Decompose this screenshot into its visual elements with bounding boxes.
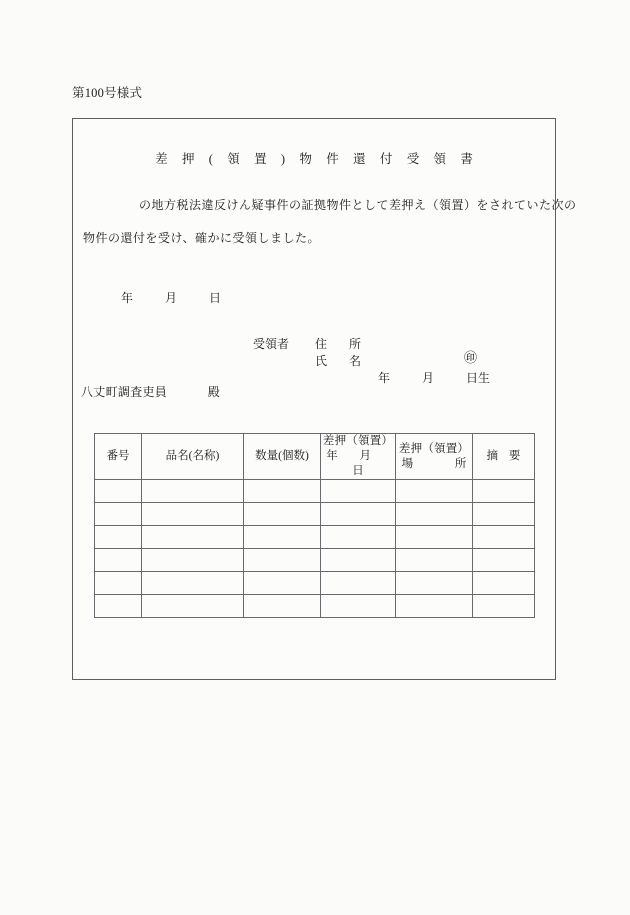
addressee-office: 八丈町調査吏員 [81,385,168,399]
body-paragraph-line-2: 物件の還付を受け、確かに受領しました。 [83,231,321,245]
cell-seizure-date [321,480,396,503]
date-year-label: 年 [121,291,134,305]
column-header-quantity: 数量(個数) [244,434,321,480]
cell-number [95,526,142,549]
table-row [95,595,535,618]
receiver-name-label: 氏 名 [315,354,367,368]
birth-month-label: 月 [422,371,435,385]
receiver-block [253,335,366,369]
cell-seizure-date [321,549,396,572]
cell-item-name [142,549,244,572]
submission-date-line [121,289,221,306]
column-header-number: 番号 [95,434,142,480]
receiver-address-row [253,335,366,352]
cell-seizure-place [396,526,473,549]
seal-stamp-icon: ㊞ [464,350,478,365]
cell-quantity [244,549,321,572]
cell-quantity [244,595,321,618]
addressee-honorific: 殿 [207,385,221,399]
cell-seizure-place [396,549,473,572]
seizure-date-title: 差押（領置） [322,435,394,447]
receiver-name-row [253,352,366,369]
cell-remarks [473,526,535,549]
column-header-item-name: 品名(名称) [142,434,244,480]
date-day-label: 日 [209,291,222,305]
body-line-1-text: の地方税法違反けん疑事件の証拠物件として差押え（領置）をされていた次の [139,198,577,212]
seized-items-table [94,433,535,618]
seizure-date-month: 月 [359,450,371,462]
cell-remarks [473,503,535,526]
cell-quantity [244,503,321,526]
cell-seizure-place [396,572,473,595]
receiver-address-label: 住 所 [315,337,367,351]
cell-remarks [473,549,535,572]
birth-year-label: 年 [378,371,391,385]
column-header-remarks: 摘 要 [473,434,535,480]
seizure-date-day: 日 [352,465,364,477]
cell-quantity [244,480,321,503]
cell-seizure-place [396,595,473,618]
cell-item-name [142,572,244,595]
seizure-date-year: 年 [326,450,338,462]
seizure-place-fields [396,457,472,472]
column-header-seizure-place [396,434,473,480]
column-header-seizure-date [321,434,396,480]
cell-item-name [142,480,244,503]
seizure-place-title: 差押（領置） [398,442,470,455]
cell-seizure-date [321,503,396,526]
page-title: 差 押 ( 領 置 ) 物 件 還 付 受 領 書 [155,152,479,166]
table-row [95,549,535,572]
receiver-label: 受領者 [253,337,290,351]
cell-quantity [244,526,321,549]
table-row [95,480,535,503]
cell-number [95,572,142,595]
addressee-line [81,383,220,400]
document-frame [72,118,577,680]
cell-remarks [473,595,535,618]
table-row [95,572,535,595]
cell-item-name [142,595,244,618]
body-paragraph-line-1 [93,196,577,213]
receiver-birthdate-line [378,369,490,386]
cell-item-name [142,526,244,549]
form-number: 第100号様式 [72,86,143,100]
cell-quantity [244,572,321,595]
seizure-place-label-2: 所 [454,457,467,470]
cell-item-name [142,503,244,526]
seizure-date-fields [321,449,395,479]
cell-seizure-place [396,503,473,526]
cell-remarks [473,480,535,503]
table-row [95,526,535,549]
table-row [95,503,535,526]
seizure-place-label-1: 場 [401,457,414,470]
table-body [95,480,535,618]
cell-number [95,595,142,618]
cell-number [95,549,142,572]
birth-day-label: 日生 [466,371,491,385]
cell-seizure-date [321,595,396,618]
cell-seizure-date [321,526,396,549]
cell-number [95,503,142,526]
table-header-row [95,434,535,480]
cell-seizure-place [396,480,473,503]
cell-seizure-date [321,572,396,595]
date-month-label: 月 [165,291,178,305]
cell-number [95,480,142,503]
cell-remarks [473,572,535,595]
